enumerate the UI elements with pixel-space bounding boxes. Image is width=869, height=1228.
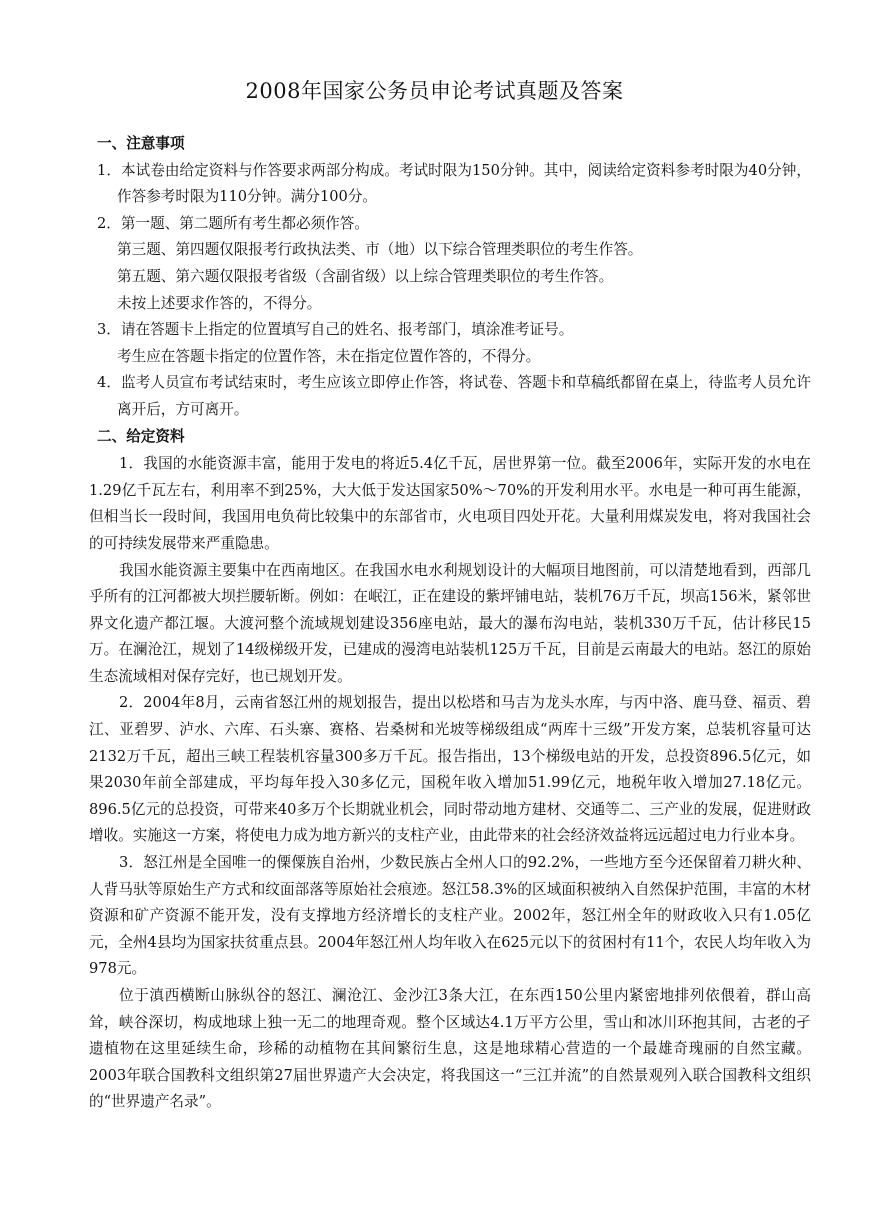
notice-item-4: 4．监考人员宣布考试结束时，考生应该立即停止作答，将试卷、答题卡和草稿纸都留在桌上，待监考人员允许离开后，方可离开。 xyxy=(97,374,811,418)
notice-item-2-line-2: 第三题、第四题仅限报考行政执法类、市（地）以下综合管理类职位的考生作答。 xyxy=(117,241,643,259)
material-paragraph-1: 1．我国的水能资源丰富，能用于发电的将近5.4亿千瓦，居世界第一位。截至2006年，实际开发的水电在1.29亿千瓦左右，利用率不到25%，大大低于发达国家50%～70%的开发利用水平。水电是一种可再生能源，但相当长一段时间，我国用电负荷比较集中的东部省市，火电项目四处开花。大量利用煤炭发电，将对我国社会的可持续发展带来严重隐患。 xyxy=(89,455,811,552)
section-heading-notice: 一、注意事项 xyxy=(97,135,185,152)
material-paragraph-4: 3．怒江州是全国唯一的傈僳族自治州，少数民族占全州人口的92.2%，一些地方至今还保留着刀耕火种、人背马驮等原始生产方式和纹面部落等原始社会痕迹。怒江58.3%的区域面积被纳入自然保护范围，丰富的木材资源和矿产资源不能开发，没有支撑地方经济增长的支柱产业。2002年，怒江州全年的财政收入只有1.05亿元，全州4县均为国家扶贫重点县。2004年怒江州人均年收入在625元以下的贫困村有11个，农民人均年收入为978元。 xyxy=(89,854,811,978)
notice-item-2-line-3: 第五题、第六题仅限报考省级（含副省级）以上综合管理类职位的考生作答。 xyxy=(117,267,614,285)
document-title: 2008年国家公务员申论考试真题及答案 xyxy=(245,79,624,103)
section-heading-materials: 二、给定资料 xyxy=(97,427,185,445)
notice-item-2-line-4: 未按上述要求作答的，不得分。 xyxy=(117,294,322,312)
material-paragraph-3: 2．2004年8月，云南省怒江州的规划报告，提出以松塔和马吉为龙头水库，与丙中洛、鹿马登、福贡、碧江、亚碧罗、泸水、六库、石头寨、赛格、岩桑树和光坡等梯级组成“两库十三级”开发方案，总装机容量可达2132万千瓦，超出三峡工程装机容量300多万千瓦。报告指出，13个梯级电站的开发，总投资896.5亿元，如果2030年前全部建成，平均每年投入30多亿元，国税年收入增加51.99亿元，地税年收入增加27.18亿元。896.5亿元的总投资，可带来40多万个长期就业机会，同时带动地方建材、交通等二、三产业的发展，促进财政增收。实施这一方案，将使电力成为地方新兴的支柱产业，由此带来的社会经济效益将远远超过电力行业本身。 xyxy=(89,694,811,845)
material-paragraph-2: 我国水能资源主要集中在西南地区。在我国水电水利规划设计的大幅项目地图前，可以清楚地看到，西部几乎所有的江河都被大坝拦腰斩断。例如：在岷江，正在建设的紫坪铺电站，装机76万千瓦，坝高156米，紧邻世界文化遗产都江堰。大渡河整个流域规划建设356座电站，最大的瀑布沟电站，装机330万千瓦，估计移民15万。在澜沧江，规划了14级梯级开发，已建成的漫湾电站装机125万千瓦，目前是云南最大的电站。怒江的原始生态流域相对保存完好，也已规划开发。 xyxy=(89,561,811,685)
notice-item-1: 1．本试卷由给定资料与作答要求两部分构成。考试时限为150分钟。其中，阅读给定资料参考时限为40分钟，作答参考时限为110分钟。满分100分。 xyxy=(97,161,811,206)
material-paragraph-5: 位于滇西横断山脉纵谷的怒江、澜沧江、金沙江3条大江，在东西150公里内紧密地排列依偎着，群山高耸，峡谷深切，构成地球上独一无二的地理奇观。整个区域达4.1万平方公里，雪山和冰川环抱其间，古老的孑遗植物在这里延续生命，珍稀的动植物在其间繁衍生息，这是地球精心营造的一个最雄奇瑰丽的自然宝藏。2003年联合国教科文组织第27届世界遗产大会决定，将我国这一“三江并流”的自然景观列入联合国教科文组织的“世界遗产名录”。 xyxy=(89,987,811,1111)
document-body xyxy=(89,131,811,1116)
notice-item-3-line-2: 考生应在答题卡指定的位置作答，未在指定位置作答的，不得分。 xyxy=(117,347,541,365)
notice-item-2: 2．第一题、第二题所有考生都必须作答。 xyxy=(97,214,369,232)
notice-item-3: 3．请在答题卡上指定的位置填写自己的姓名、报考部门，填涂准考证号。 xyxy=(97,321,574,339)
